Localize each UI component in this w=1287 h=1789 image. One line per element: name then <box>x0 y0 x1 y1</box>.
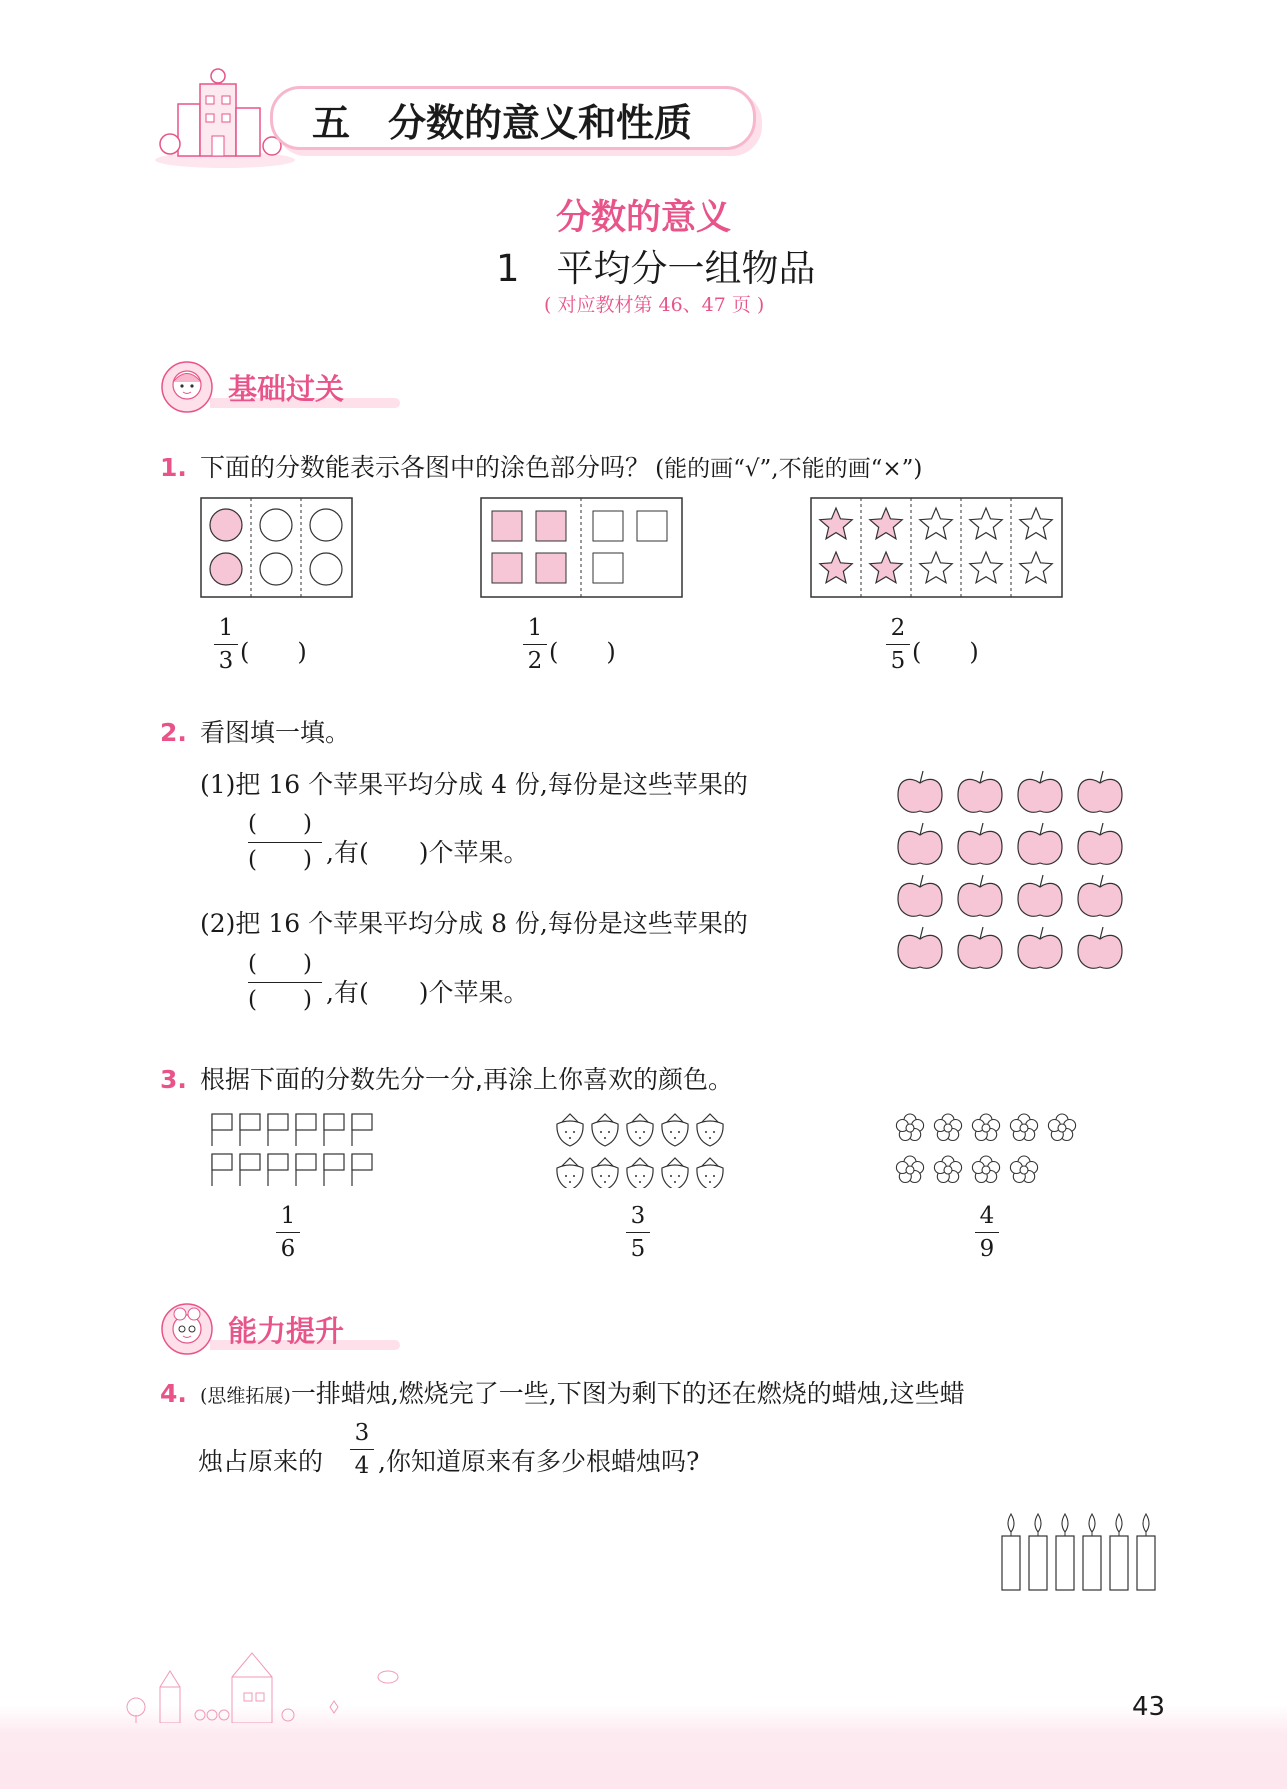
strawberry <box>662 1114 688 1146</box>
question-text: 看图填一填。 <box>200 718 351 747</box>
fraction-one-third: 1 3 <box>214 617 238 673</box>
basic-section-tag <box>160 364 400 410</box>
fraction-blank[interactable]: ( ) ( ) <box>248 813 322 872</box>
question-number: 1. <box>160 453 187 482</box>
candle <box>1110 1514 1128 1590</box>
circles-figure <box>200 497 353 598</box>
strawberry <box>557 1114 583 1146</box>
question-text: 下面的分数能表示各图中的涂色部分吗？ <box>200 453 651 482</box>
question-number: 4. <box>160 1379 187 1408</box>
fraction-one-half: 1 2 <box>523 617 547 673</box>
strawberry <box>627 1114 653 1146</box>
strawberry <box>697 1114 723 1146</box>
q4-line-2-tail: ,你知道原来有多少根蜡烛吗? <box>378 1447 700 1476</box>
strawberry <box>592 1114 618 1146</box>
answer-blank[interactable]: ( ) <box>549 638 616 666</box>
flag <box>352 1114 372 1146</box>
flowers-figure <box>890 1108 1080 1188</box>
flower <box>972 1114 999 1141</box>
candle <box>1056 1514 1074 1590</box>
question-1 <box>160 448 922 484</box>
apple <box>1018 771 1062 812</box>
basic-section-label: 基础过关 <box>228 371 345 406</box>
q2-part-1: (1)把 16 个苹果平均分成 4 份,每份是这些苹果的 <box>200 770 748 799</box>
question-3 <box>160 1060 733 1096</box>
textbook-reference: ( 对应教材第 46、47 页 ) <box>544 294 765 316</box>
unit-title: 五 分数的意义和性质 <box>312 101 693 145</box>
apple <box>1018 875 1062 916</box>
flag <box>296 1114 316 1146</box>
fraction-two-fifths: 2 5 <box>886 617 910 673</box>
apple <box>958 771 1002 812</box>
flags-figure <box>208 1108 388 1188</box>
question-text: 根据下面的分数先分一分,再涂上你喜欢的颜色。 <box>200 1065 733 1094</box>
q4-line-2: 烛占原来的 <box>198 1447 324 1476</box>
shaded-circle <box>210 553 242 585</box>
flag <box>324 1114 344 1146</box>
flag <box>268 1154 288 1186</box>
apple <box>898 927 942 968</box>
strawberry <box>627 1158 653 1188</box>
question-text-line1: 一排蜡烛,燃烧完了一些,下图为剩下的还在燃烧的蜡烛,这些蜡 <box>290 1379 965 1408</box>
answer-blank[interactable]: ( ) <box>912 638 979 666</box>
apple <box>1078 823 1122 864</box>
apple <box>898 823 942 864</box>
apple <box>1078 875 1122 916</box>
q2-part-2: (2)把 16 个苹果平均分成 8 份,每份是这些苹果的 <box>200 909 748 938</box>
flag <box>352 1154 372 1186</box>
flower <box>972 1156 999 1183</box>
apples-count-blank[interactable]: ,有( )个苹果。 <box>326 838 529 867</box>
flag <box>240 1114 260 1146</box>
question-tag: (思维拓展) <box>200 1385 291 1407</box>
flower <box>1010 1156 1037 1183</box>
flag <box>268 1114 288 1146</box>
candles-figure <box>996 1512 1164 1592</box>
apple <box>1078 771 1122 812</box>
question-note: (能的画“√”,不能的画“×”) <box>655 456 923 482</box>
advanced-section-tag <box>160 1306 400 1352</box>
apple <box>898 875 942 916</box>
squares-figure <box>480 497 683 598</box>
strawberry <box>662 1158 688 1188</box>
flag <box>212 1114 232 1146</box>
flower <box>1048 1114 1075 1141</box>
town-illustration <box>120 1645 420 1723</box>
strawberry <box>592 1158 618 1188</box>
stars-figure <box>810 497 1063 598</box>
apple <box>898 771 942 812</box>
candle <box>1002 1514 1020 1590</box>
fraction-three-quarters: 3 4 <box>350 1422 374 1478</box>
flag <box>324 1154 344 1186</box>
question-2 <box>160 713 350 749</box>
answer-blank[interactable]: ( ) <box>240 638 307 666</box>
fraction-blank[interactable]: ( ) ( ) <box>248 953 322 1012</box>
question-number: 2. <box>160 718 187 747</box>
strawberry <box>557 1158 583 1188</box>
apple <box>1018 927 1062 968</box>
apple <box>958 875 1002 916</box>
question-4 <box>160 1374 965 1410</box>
apples-count-blank[interactable]: ,有( )个苹果。 <box>326 978 529 1007</box>
flower <box>896 1156 923 1183</box>
advanced-section-label: 能力提升 <box>228 1313 345 1348</box>
apple <box>1078 927 1122 968</box>
strawberry <box>697 1158 723 1188</box>
apple <box>1018 823 1062 864</box>
candle <box>1029 1514 1047 1590</box>
flag <box>240 1154 260 1186</box>
unit-header <box>150 64 760 174</box>
fraction-three-fifths: 3 5 <box>626 1205 650 1261</box>
candle <box>1137 1514 1155 1590</box>
flower <box>1010 1114 1037 1141</box>
question-number: 3. <box>160 1065 187 1094</box>
girl-avatar-icon <box>160 360 214 414</box>
grandma-avatar-icon <box>160 1302 214 1356</box>
apple <box>958 927 1002 968</box>
section-title: 分数的意义 <box>556 198 732 238</box>
strawberries-figure <box>552 1108 732 1188</box>
flower <box>896 1114 923 1141</box>
flag <box>212 1154 232 1186</box>
lesson-title: 1 平均分一组物品 <box>496 247 816 290</box>
fraction-one-sixth: 1 6 <box>276 1205 300 1261</box>
shaded-circle <box>210 509 242 541</box>
page-number: 43 <box>1132 1692 1166 1722</box>
flower <box>934 1114 961 1141</box>
fraction-four-ninths: 4 9 <box>975 1205 999 1261</box>
flower <box>934 1156 961 1183</box>
flag <box>296 1154 316 1186</box>
apples-figure <box>890 765 1130 975</box>
apple <box>958 823 1002 864</box>
candle <box>1083 1514 1101 1590</box>
